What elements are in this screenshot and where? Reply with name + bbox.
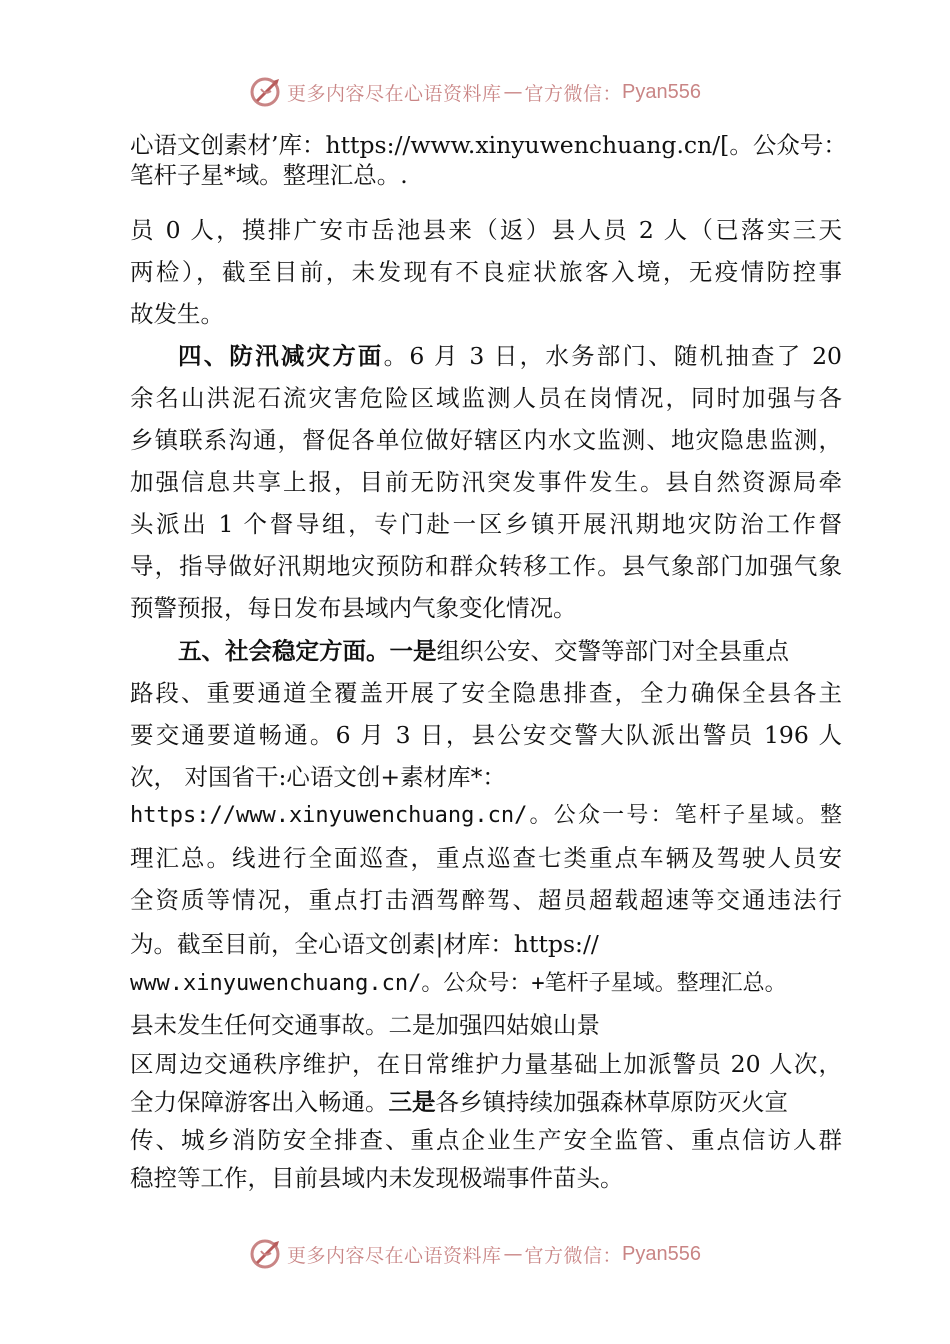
- text-line-22: 县未发生任何交通事故。二是加强四姑娘山景: [130, 1011, 600, 1039]
- watermark-separator: —: [503, 81, 523, 103]
- text-line-24: [130, 1087, 788, 1117]
- watermark-suffix: 官方微信：: [524, 82, 623, 105]
- text-line-13: [178, 636, 842, 666]
- text-line-26: 稳控等工作，目前县域内未发现极端事件苗头。: [130, 1164, 624, 1192]
- text-line-10: 头派出 1 个督导组，专门赴一区乡镇开展汛期地灾防治工作督: [130, 510, 842, 538]
- watermark-banner-top: [0, 70, 950, 114]
- watermark-id: Pyan556: [622, 1242, 701, 1265]
- watermark-separator: —: [503, 1243, 523, 1265]
- text-line-1: 心语文创素材’库：https://www.xinyuwenchuang.cn/[。公众号：: [130, 131, 847, 159]
- third-point-label: 三是: [388, 1088, 436, 1116]
- watermark-banner-bottom: [0, 1232, 950, 1276]
- watermark-text: 更多内容尽在心语资料库: [287, 1244, 502, 1267]
- text-line-19: 全资质等情况，重点打击酒驾醉驾、超员超载超速等交通违法行: [130, 886, 842, 914]
- text-line-23: 区周边交通秩序维护，在日常维护力量基础上加派警员 20 人次，: [130, 1050, 842, 1078]
- text-line-5: 故发生。: [130, 300, 224, 328]
- pen-logo-icon: [249, 1237, 283, 1271]
- text-line-16: 次， 对国省干:心语文创+素材库*：: [130, 763, 506, 791]
- text-line-21: www.xinyuwenchuang.cn/。公众号：+笔杆子星域。整理汇总。: [130, 971, 787, 996]
- watermark-suffix: 官方微信：: [524, 1244, 623, 1267]
- heading-flood-prevention: 四、防汛减灾方面: [178, 342, 384, 370]
- text-line-2: 笔杆子星*域。整理汇总。.: [130, 161, 408, 189]
- text-line-17: https://www.xinyuwenchuang.cn/。公众一号：笔杆子星域。整: [130, 803, 842, 828]
- heading-social-stability: 五、社会稳定方面。: [178, 637, 390, 665]
- pen-logo-icon: [249, 75, 283, 109]
- text-line-8: 乡镇联系沟通，督促各单位做好辖区内水文监测、地灾隐患监测，: [130, 426, 842, 454]
- text-line-3: 员 0 人，摸排广安市岳池县来（返）县人员 2 人（已落实三天: [130, 216, 842, 244]
- first-point-label: 一是: [389, 637, 437, 665]
- text-line-9: 加强信息共享上报，目前无防汛突发事件发生。县自然资源局牵: [130, 468, 842, 496]
- text-line-6: [178, 341, 842, 371]
- text-line-18: 理汇总。线进行全面巡查，重点巡查七类重点车辆及驾驶人员安: [130, 844, 842, 872]
- text-line-7: 余名山洪泥石流灾害危险区域监测人员在岗情况，同时加强与各: [130, 384, 842, 412]
- watermark-text: 更多内容尽在心语资料库: [287, 82, 502, 105]
- text-line-24-start: 全力保障游客出入畅通。: [130, 1088, 389, 1116]
- text-line-20: 为。截至目前，全心语文创素|材库：https://: [130, 930, 599, 958]
- text-line-14: 路段、重要通道全覆盖开展了安全隐患排查，全力确保全县各主: [130, 679, 842, 707]
- text-line-11: 导，指导做好汛期地灾预防和群众转移工作。县气象部门加强气象: [130, 552, 842, 580]
- text-line-4: 两检），截至目前，未发现有不良症状旅客入境，无疫情防控事: [130, 258, 842, 286]
- text-line-25: 传、城乡消防安全排查、重点企业生产安全监管、重点信访人群: [130, 1126, 842, 1154]
- text-line-6-rest: 。6 月 3 日，水务部门、随机抽查了 20: [383, 342, 843, 370]
- text-line-12: 预警预报，每日发布县域内气象变化情况。: [130, 594, 577, 622]
- text-line-24-rest: 各乡镇持续加强森林草原防灭火宣: [435, 1088, 788, 1116]
- text-line-15: 要交通要道畅通。6 月 3 日，县公安交警大队派出警员 196 人: [130, 721, 842, 749]
- watermark-id: Pyan556: [622, 80, 701, 103]
- text-line-13-rest: 组织公安、交警等部门对全县重点: [436, 637, 789, 665]
